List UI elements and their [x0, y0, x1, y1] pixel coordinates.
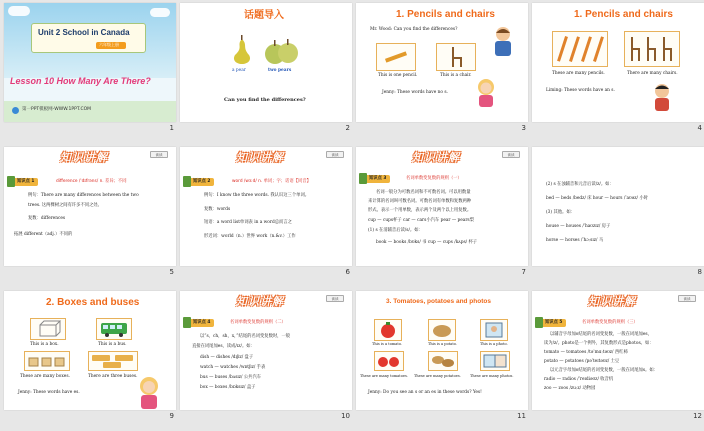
pear-caption: a pear [232, 68, 246, 73]
headword: 名词单数变复数的规则（三） [582, 320, 638, 325]
potatoes-image-box [428, 351, 458, 371]
chair-icon [437, 44, 475, 70]
slide-number: 3 [521, 124, 526, 132]
body-line-5: 以元音字母加o结尾的名词变复数，一般在词尾加s。如： [550, 368, 658, 373]
caption-potatoes: These are many potatoes. [414, 374, 461, 378]
caption-tomato: This is a tomato. [372, 342, 403, 346]
unit-title: Unit 2 School in Canada [38, 28, 130, 37]
slide-number: 6 [345, 268, 350, 276]
slide-number: 1 [169, 124, 174, 132]
slide-thumbnail-4[interactable] [532, 3, 704, 136]
potato-image-box [428, 319, 456, 341]
slide-number: 10 [341, 412, 350, 420]
body-line-3: tomato — tomatoes /təˈmɑːtəʊz/ 西红柿 [544, 350, 628, 355]
example-line-2: trees. 这两棵树之间有许多不同之处。 [28, 203, 102, 208]
slide-4-canvas [532, 3, 704, 122]
slide-2-canvas [180, 3, 352, 122]
headword: 名词单数变复数的规则（二） [230, 320, 286, 325]
boxes-image-box [24, 351, 70, 371]
slide-8-canvas [532, 147, 704, 266]
headword: difference /ˈdɪfrəns/ n. 差异；不同 [56, 179, 127, 184]
slide-thumbnail-3[interactable] [356, 3, 528, 136]
read-tag: 读读 [326, 295, 344, 302]
teacher-icon [490, 25, 516, 57]
slide-title: 话题导入 [244, 10, 284, 21]
body-line-6: book — books /bʊks/ 书 cup — cups /kʌps/ 杯子 [376, 240, 478, 245]
body-line-2: 来计算的名词叫可数名词。可数名词有单数和复数两种 [368, 199, 472, 204]
bus-icon [97, 319, 131, 339]
slide-number: 12 [693, 412, 702, 420]
two-pears-image [264, 36, 298, 66]
lesson-title: Lesson 10 How Many Are There? [10, 76, 151, 86]
body-line-4: house — houses /ˈhaʊzɪz/ 房子 [546, 224, 611, 229]
body-line-7: zoo — zoos /zuːz/ 动物园 [544, 386, 596, 391]
point-label: 知识点 3 [369, 176, 387, 181]
body-line-5: (1) s 在清辅音后读/s/。如： [368, 228, 423, 233]
slide-title: 知识讲解 [412, 151, 460, 164]
body-line-2: 读为/z/。photo是一个例外，其复数形式是photos。如： [544, 341, 654, 346]
photos-image-box [480, 351, 510, 371]
point-label: 知识点 2 [193, 179, 211, 184]
slide-9-canvas [4, 291, 176, 410]
bus-image-box [96, 318, 132, 340]
photo-icon [481, 320, 507, 340]
slide-title: 知识讲解 [236, 151, 284, 164]
slide-thumbnail-2[interactable] [180, 3, 352, 136]
girl-icon [474, 77, 498, 107]
pin-icon [183, 176, 191, 187]
cloud-decoration [8, 6, 30, 16]
tomatoes-image-box [374, 351, 404, 371]
slide-number: 2 [345, 124, 350, 132]
slide-title: 1. Pencils and chairs [574, 9, 673, 20]
slide-number: 5 [169, 268, 174, 276]
grade-label: 六年级上册 [99, 42, 119, 47]
slide-10-canvas [180, 291, 352, 410]
slide-thumbnail-6[interactable] [180, 147, 352, 280]
body-line-4: cup — cups杯子 car — cars小汽车 pear — pears梨 [368, 218, 474, 223]
body-line-1: (2) s 在浊辅音和元音后读/z/。如： [546, 182, 614, 187]
slide-5-canvas [4, 147, 176, 266]
body-line-3: (3) 其他。如： [546, 210, 575, 215]
pencil-icon [377, 44, 415, 70]
similar-words-line: 形近词：world（n.）世界 work（n.&v.）工作 [204, 234, 296, 239]
plural-line: 复数：words [204, 207, 231, 212]
boxes-icon [25, 352, 69, 370]
site-url: 第一PPT模板网-WWW.1PPT.COM [22, 107, 92, 112]
caption-photos: These are many photos. [470, 374, 514, 378]
slide-title: 知识讲解 [60, 151, 108, 164]
slide-3-canvas [356, 3, 528, 122]
slide-thumbnail-5[interactable] [4, 147, 176, 280]
caption-pencil: This is one pencil. [378, 73, 418, 78]
caption-tomatoes: These are many tomatoes. [360, 374, 408, 378]
box-image-box [30, 318, 66, 340]
slide-title: 2. Boxes and buses [46, 297, 140, 308]
read-tag: 读读 [678, 295, 696, 302]
caption-pencils: These are many pencils. [552, 71, 605, 76]
slide-thumbnail-9[interactable] [4, 291, 176, 424]
caption-buses: There are three buses. [88, 374, 138, 379]
knowledge-point-tag [537, 319, 566, 327]
pencils-image-box [552, 31, 608, 67]
point-label: 知识点 1 [17, 179, 35, 184]
body-line-2: 直接在词尾加es，读成/ɪz/。如： [192, 344, 255, 349]
dialog-answer: Jenny: These words have no s. [382, 90, 448, 95]
tomato-icon [375, 320, 401, 340]
body-line-4: potato — potatoes /pəˈteɪtəʊz/ 土豆 [544, 359, 620, 364]
knowledge-point-tag [185, 319, 214, 327]
knowledge-point-tag [185, 178, 214, 186]
single-pear-image [230, 35, 254, 65]
potatoes-icon [429, 352, 457, 370]
tomato-image-box [374, 319, 402, 341]
slide-12-canvas [532, 291, 704, 410]
pencil-image-box [376, 43, 416, 71]
phrase-line: 短语：a word list单词表 in a word总而言之 [204, 220, 292, 225]
knowledge-point-tag [9, 178, 38, 186]
logo-icon [12, 107, 19, 114]
slide-title: 知识讲解 [236, 295, 284, 308]
example-line: 例句：I know the three words. 我认识这三个单词。 [204, 193, 310, 198]
pin-icon [359, 173, 367, 184]
slide-7-canvas [356, 147, 528, 266]
dialog-answer: Jenny: Do you see an s or an es in these words? Yes! [368, 390, 482, 395]
extension-line: 拓展 different（adj.）不同的 [14, 232, 73, 237]
knowledge-point-tag [361, 175, 390, 183]
point-label: 知识点 5 [545, 320, 563, 325]
slide-thumbnail-8[interactable] [532, 147, 704, 280]
body-line-3: dish — dishes /dɪʃɪz/ 盘子 [200, 355, 254, 360]
chairs-image-box [624, 31, 680, 67]
potato-icon [429, 320, 455, 340]
slide-number: 8 [697, 268, 702, 276]
dialog-answer: Jenny: These words have es. [18, 390, 80, 395]
slide-title: 1. Pencils and chairs [396, 9, 495, 20]
headword: 名词单数变复数的规则（一） [406, 176, 462, 181]
body-line-5: horse — horses /ˈhɔːsɪz/ 马 [546, 238, 604, 243]
box-icon [31, 319, 65, 339]
slide-thumbnail-11[interactable] [356, 291, 528, 424]
body-line-1: 名词一般分为可数名词和不可数名词。可以用数量 [376, 190, 471, 195]
boy-icon [650, 81, 674, 111]
read-tag: 读读 [326, 151, 344, 158]
pin-icon [7, 176, 15, 187]
slide-thumbnail-10[interactable] [180, 291, 352, 424]
slide-11-canvas [356, 291, 528, 410]
dialog-answer: Liming: These words have an s. [546, 88, 615, 93]
body-line-1: 以“s，ch，sh，x，”结尾的名词变复数时，一般 [200, 334, 291, 339]
question-text: Can you find the differences? [224, 97, 306, 103]
caption-bus: This is a bus. [98, 342, 127, 347]
slide-title: 3. Tomatoes, potatoes and photos [386, 298, 491, 305]
body-line-3: 形式。表示一个用单数，表示两个及两个以上用复数。 [368, 208, 472, 213]
body-line-5: bus — buses /bʌsɪz/ 公共汽车 [200, 375, 262, 380]
body-line-4: watch — watches /wɒtʃɪz/ 手表 [200, 365, 266, 370]
caption-chair: This is a chair. [440, 73, 472, 78]
headword: word /wɜːd/ n. 单词；字；话语【同音】 [232, 179, 311, 184]
slide-thumbnail-12[interactable] [532, 291, 704, 424]
body-line-6: radio — radios /ˈreɪdiəʊz/ 收音机 [544, 377, 614, 382]
slide-number: 4 [697, 124, 702, 132]
caption-chairs: There are many chairs. [627, 71, 678, 76]
buses-image-box [88, 351, 138, 371]
photo-image-box [480, 319, 508, 341]
cloud-decoration [150, 8, 170, 17]
chairs-icon [625, 32, 679, 66]
pin-icon [183, 317, 191, 328]
caption-box: This is a box. [30, 342, 59, 347]
pencils-icon [553, 32, 607, 66]
body-line-6: box — boxes /bɒksɪz/ 盒子 [200, 385, 256, 390]
photos-icon [481, 352, 509, 370]
read-tag: 读读 [150, 151, 168, 158]
caption-boxes: These are many boxes. [20, 374, 70, 379]
plural-line: 复数：differences [28, 216, 66, 221]
body-line-1: 以辅音字母加o结尾的名词变复数，一般在词尾加es， [550, 332, 652, 337]
chair-image-box [436, 43, 476, 71]
slide-number: 7 [521, 268, 526, 276]
tomatoes-icon [375, 352, 403, 370]
slide-thumbnail-1[interactable] [4, 3, 176, 136]
two-pears-caption: two pears [268, 68, 292, 73]
slide-number: 11 [517, 412, 526, 420]
caption-photo: This is a photo. [480, 342, 508, 346]
example-line-1: 例句：There are many differences between the two [28, 193, 139, 198]
body-line-2: bed — beds /bedz/ 床 hour — hours /ˈaʊəz/ 小时 [546, 196, 648, 201]
slide-number: 9 [169, 412, 174, 420]
read-tag: 读读 [502, 151, 520, 158]
girl-icon [136, 375, 162, 409]
buses-icon [89, 352, 137, 370]
dialog-question: Mr. Wood: Can you find the differences? [370, 27, 458, 32]
point-label: 知识点 4 [193, 320, 211, 325]
slide-6-canvas [180, 147, 352, 266]
caption-potato: This is a potato. [428, 342, 458, 346]
slide-thumbnail-7[interactable] [356, 147, 528, 280]
slide-title: 知识讲解 [588, 295, 636, 308]
pin-icon [535, 317, 543, 328]
slide-1-canvas [4, 3, 176, 122]
